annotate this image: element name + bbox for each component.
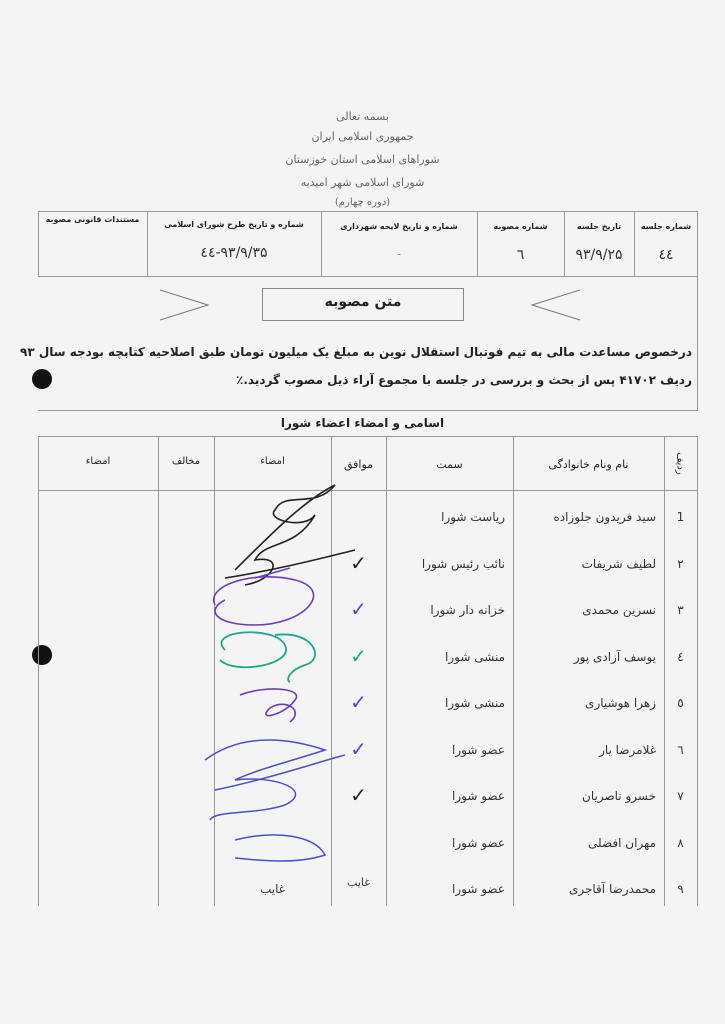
member-agree: ✓: [350, 783, 367, 807]
member-agree: ✓: [350, 550, 367, 575]
header-session-date: تاریخ جلسه: [576, 222, 622, 231]
member-name: خسرو ناصریان: [582, 789, 656, 803]
header-mayor-bill: شماره و تاریخ لایحه شهرداری: [340, 222, 458, 231]
letterhead-line5: (دوره چهارم): [334, 197, 391, 208]
member-position: نائب رئیس شورا: [421, 556, 505, 571]
member-name: نسرین محمدی: [582, 603, 656, 617]
member-row-no: ٥: [677, 696, 684, 710]
member-name: یوسف آزادی پور: [573, 649, 656, 664]
value-mayor-bill: -: [396, 247, 402, 261]
member-row-no: ٩: [677, 882, 684, 896]
member-agree: ✓: [350, 690, 367, 714]
letterhead-line2: جمهوری اسلامی ایران: [311, 130, 414, 143]
member-row-no: ٨: [677, 835, 684, 850]
value-session-date: ۹۳/۹/۲۵: [575, 247, 623, 263]
member-name: مهران افضلی: [588, 835, 656, 850]
member-agree: ✓: [350, 643, 367, 668]
member-row-no: ٣: [677, 603, 684, 617]
col-header-sign1: امضاء: [260, 456, 285, 467]
signature-purple-1: [214, 568, 314, 625]
member-name: محمدرضا آقاجری: [568, 882, 656, 896]
member-position: عضو شورا: [452, 835, 505, 850]
signature-black: [225, 485, 355, 585]
member-position: عضو شورا: [452, 882, 505, 896]
member-row-no: ٢: [677, 556, 684, 571]
value-session-no: ٤٤: [658, 247, 674, 263]
signature-blue: [205, 740, 345, 861]
members-title: اسامی و امضاء اعضاء شورا: [280, 416, 445, 430]
col-header-oppose: مخالف: [171, 456, 201, 467]
resolution-title: متن مصوبه: [324, 294, 402, 310]
col-header-agree: موافق: [343, 458, 374, 471]
header-legal-basis: مستندات قانونی مصوبه: [45, 215, 140, 224]
col-header-sign2: امضاء: [85, 456, 111, 467]
member-position: عضو شورا: [452, 789, 505, 803]
col-header-row: ردیف: [674, 452, 686, 475]
signatures: [195, 460, 375, 880]
punch-hole-bottom: [32, 645, 52, 665]
resolution-text-line2: ردیف ۴۱۷۰۲ پس از بحث و بررسی در جلسه با مجموع آراء ذیل مصوب گردید.٪: [236, 373, 692, 387]
header-resolution-no: شماره مصوبه: [493, 222, 548, 231]
member-row-no: 1: [676, 510, 685, 524]
member-name: زهرا هوشیاری: [585, 696, 656, 710]
value-resolution-no: ٦: [516, 247, 525, 263]
letterhead-line4: شورای اسلامی شهر امیدیه: [300, 176, 425, 189]
header-council-plan: شماره و تاریخ طرح شورای اسلامی: [164, 220, 304, 229]
member-position: ریاست شورا: [441, 510, 505, 524]
member-agree: ✓: [350, 597, 367, 621]
header-session-no: شماره جلسه: [640, 222, 692, 231]
member-agree: ✓: [350, 736, 367, 761]
signature-purple-2: [240, 689, 297, 722]
member-position: عضو شورا: [452, 742, 505, 757]
member-agree: غایب: [347, 876, 370, 889]
member-position: منشی شورا: [445, 649, 505, 664]
col-header-position: سمت: [436, 458, 463, 471]
member-sign: غایب: [259, 882, 286, 896]
value-council-plan: ۹۳/۹/۳۵-٤٤: [200, 245, 268, 261]
member-name: سید فریدون جلوزاده: [553, 510, 656, 524]
col-header-name: نام ونام خانوادگی: [548, 458, 629, 471]
member-row-no: ٧: [677, 789, 684, 803]
signature-green: [220, 632, 315, 682]
member-name: لطیف شریفات: [581, 556, 656, 571]
member-row-no: ٦: [677, 742, 684, 757]
member-name: غلامرضا یار: [599, 742, 656, 757]
member-position: خزانه دار شورا: [430, 603, 505, 617]
resolution-text-line1: درخصوص مساعدت مالی به تیم فوتبال استقلال نوین به مبلغ یک میلیون تومان طبق اصلاحیه کتابچه بودجه سال ۹۳: [20, 345, 692, 359]
member-row-no: ٤: [677, 649, 684, 664]
letterhead-line3: شوراهای اسلامی استان خوزستان: [285, 153, 440, 166]
letterhead-line1: بسمه تعالی: [336, 110, 389, 123]
member-position: منشی شورا: [445, 696, 505, 710]
